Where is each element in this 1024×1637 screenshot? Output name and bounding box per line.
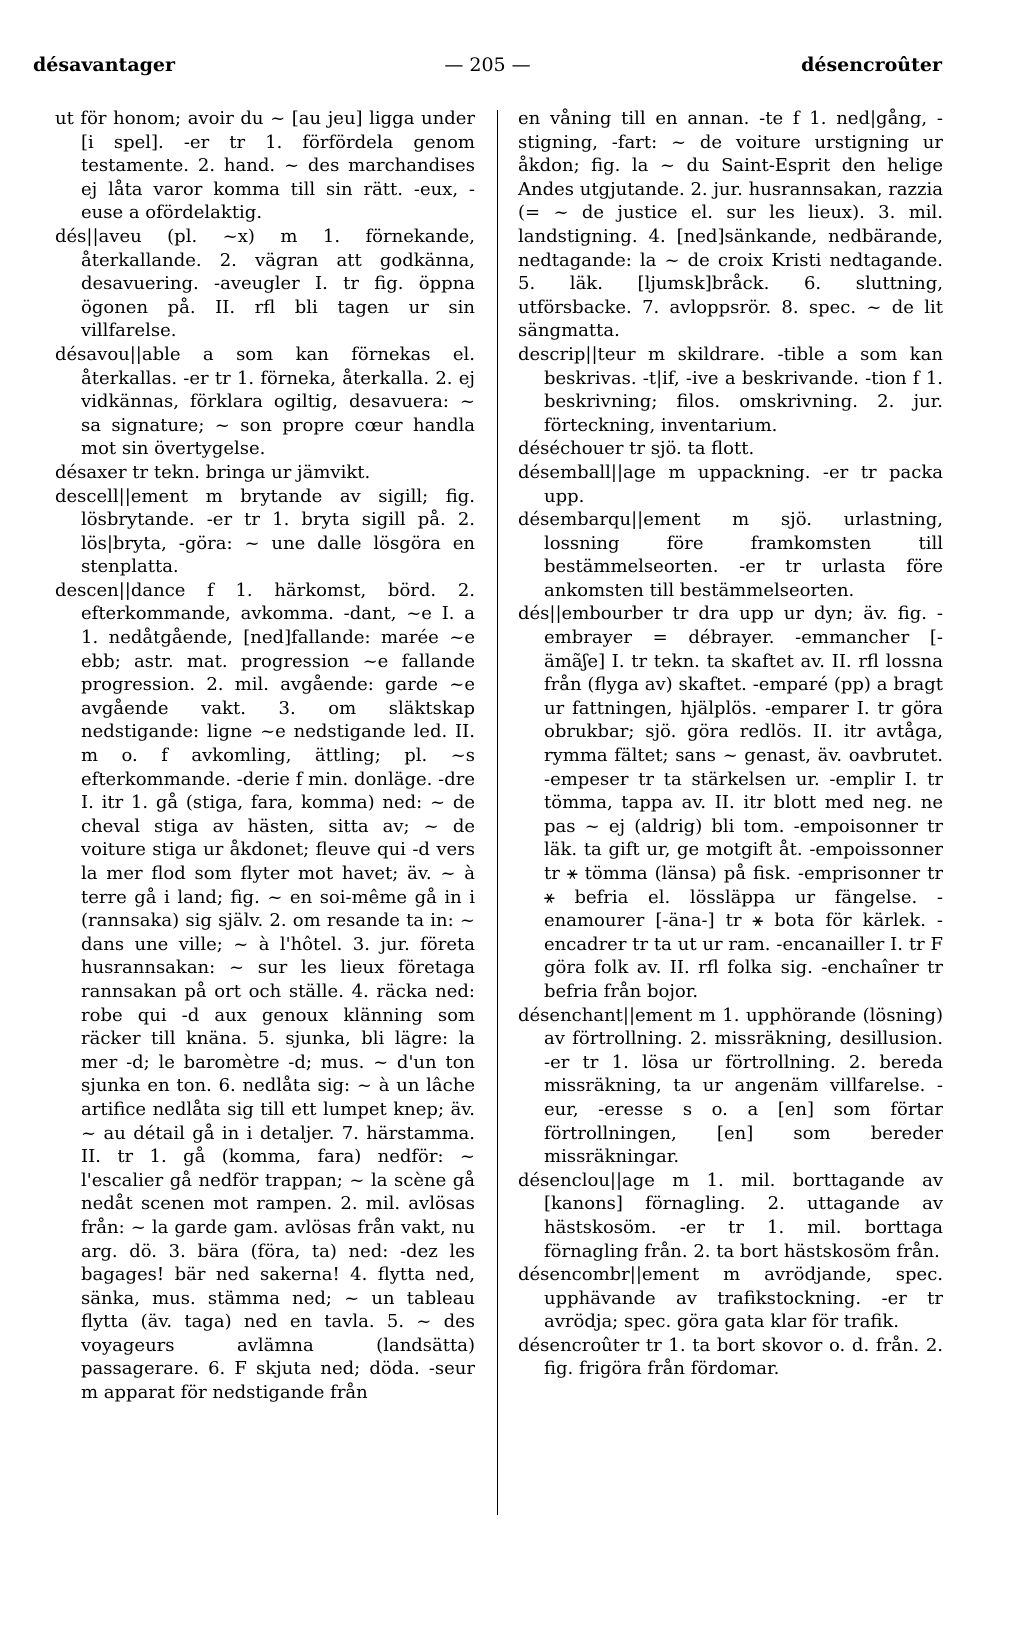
dictionary-entry: dés||aveu (pl. ~x) m 1. förnekande, återkallande. 2. vägran att godkänna, desavuering. -aveugler I. tr fig. öppna ögonen på. II. rfl bli tagen ur sin villfarelse. xyxy=(55,225,475,342)
dictionary-entry: désenclou||age m 1. mil. borttagande av [kanons] förnagling. 2. uttagande av hästskosöm. -er tr 1. mil. borttaga förnagling från. 2. ta bort hästskosöm från. xyxy=(518,1169,943,1262)
dictionary-entry: descell||ement m brytande av sigill; fig. lösbrytande. -er tr 1. bryta sigill på. 2. lös|bryta, -göra: ~ une dalle lösgöra en stenplatta. xyxy=(55,485,475,578)
dictionary-entry: désenchant||ement m 1. upphörande (lösning) av förtrollning. 2. missräkning, desillusion. -er tr 1. lösa ur förtrollning. 2. bereda missräkning, ta ur angenäm villfarelse. -eur, -eresse s o. a [en] som förtar förtrollningen, [en] som bereder missräkningar. xyxy=(518,1004,943,1168)
dictionary-entry: désavou||able a som kan förnekas el. återkallas. -er tr 1. förneka, återkalla. 2. ej vidkännas, förklara ogiltig, desavuera: ~ sa signature; ~ son propre cœur handla mot sin övertygelse. xyxy=(55,343,475,460)
dictionary-entry: déséchouer tr sjö. ta flott. xyxy=(518,438,755,460)
header-guide-word-right: désencroûter xyxy=(801,54,942,76)
dictionary-entry: désencombr||ement m avrödjande, spec. upphävande av trafikstockning. -er tr avrödja; spec. göra gata klar för trafik. xyxy=(518,1264,943,1333)
dictionary-entry: dés||embourber tr dra upp ur dyn; äv. fig. -embrayer = débrayer. -emmancher [-ämãʃe] I. tr tekn. ta skaftet av. II. rfl lossna från (flyga av) skaftet. -emparé (pp) a bragt ur fattningen, hjälplös. -emparer I. tr göra obrukbar; sjö. göra redlös. II. itr avtåga, rymma fältet; sans ~ genast, äv. oavbrutet. -empeser tr ta stärkelsen ur. -emplir I. tr tömma, tappa av. II. itr blott med neg. ne pas ~ ej (aldrig) bli tom. -empoisonner tr läk. ta gift ur, ge motgift åt. -empoissonner tr ⚹ tömma (länsa) på fisk. -emprisonner tr ⚹ befria el. lössläppa ur fängelse. -enamourer [-äna-] tr ⚹ bota för kärlek. -encadrer tr ta ut ur ram. -encanailler I. tr F göra folk av. II. rfl folka sig. -enchaîner tr befria från bojor. xyxy=(518,603,943,1002)
dictionary-entry: désencroûter tr 1. ta bort skovor o. d. från. 2. fig. frigöra från fördomar. xyxy=(518,1334,943,1380)
dictionary-entry: désembarqu||ement m sjö. urlastning, lossning före framkomsten till bestämmelseorten. -er tr urlasta före ankomsten till bestämmelseorten. xyxy=(518,509,943,601)
dictionary-entry: désemball||age m uppackning. -er tr packa upp. xyxy=(518,461,943,507)
page-header xyxy=(33,50,942,80)
dictionary-entry: désaxer tr tekn. bringa ur jämvikt. xyxy=(55,461,371,483)
left-column xyxy=(55,107,475,1405)
header-guide-word-left: désavantager xyxy=(33,54,176,76)
dictionary-entry: descrip||teur m skildrare. -tible a som kan beskrivas. -t|if, -ive a beskrivande. -tion f 1. beskrivning; filos. omskrivning. 2. jur. förteckning, inventarium. xyxy=(518,343,943,436)
dictionary-entry: descen||dance f 1. härkomst, börd. 2. efterkommande, avkomma. -dant, ~e I. a 1. nedåtgående, [ned]fallande: marée ~e ebb; astr. mat. progression ~e fallande progression. 2. mil. avgående: garde ~e avgående vakt. 3. om släktskap nedstigande: ligne ~e nedstigande led. II. m o. f avkomling, ättling; pl. ~s efterkommande. -derie f min. donläge. -dre I. itr 1. gå (stiga, fara, komma) ned: ~ de cheval stiga av hästen, sitta av; ~ de voiture stiga ur åkdonet; fleuve qui -d vers la mer flod som flyter mot havet; äv. ~ à terre gå i land; fig. ~ en soi-même gå in i (rannsaka) sig själv. 2. om resande ta in: ~ dans une ville; ~ à l'hôtel. 3. jur. företa husrannsakan: ~ sur les lieux företaga rannsakan på ort och ställe. 4. räcka ned: robe qui -d aux genoux klänning som räcker till knäna. 5. sjunka, bli lägre: la mer -d; le baromètre -d; mus. ~ d'un ton sjunka en ton. 6. nedlåta sig: ~ à un lâche artifice nedlåta sig till ett lumpet knep; äv. ~ au détail gå in i detaljer. 7. härstamma. II. tr 1. gå (komma, fara) nedför: ~ l'escalier gå nedför trappan; ~ la scène gå nedåt scenen mot rampen. 2. mil. avlösas från: ~ la garde gam. avlösas från vakt, nu arg. dö. 3. bära (föra, ta) ned: -dez les bagages! bär ned sakerna! 4. flytta ned, sänka, mus. stämma ned; ~ un tableau flytta (äv. taga) ned en tavla. 5. ~ des voyageurs avlämna (landsätta) passagerare. 6. F skjuta ned; döda. -seur m apparat för nedstigande från xyxy=(55,579,475,1404)
dictionary-entry: en våning till en annan. -te f 1. ned|gång, -stigning, -fart: ~ de voiture urstigning ur åkdon; fig. la ~ du Saint-Esprit den helige Andes utgjutande. 2. jur. husrannsakan, razzia (= ~ de justice el. sur les lieux). 3. mil. landstigning. 4. [ned]sänkande, nedbärande, nedtagande: la ~ de croix Kristi nedtagande. 5. läk. [ljumsk]bråck. 6. sluttning, utförsbacke. 7. avloppsrör. 8. spec. ~ de lit sängmatta. xyxy=(518,108,943,342)
column-divider xyxy=(497,110,498,1515)
dictionary-entry: ut för honom; avoir du ~ [au jeu] ligga under [i spel]. -er tr 1. förfördela genom testamente. 2. hand. ~ des marchandises ej låta varor komma till sin rätt. -eux, -euse a ofördelaktig. xyxy=(55,108,475,224)
right-column xyxy=(518,107,943,1381)
page-number: — 205 — xyxy=(444,54,531,76)
